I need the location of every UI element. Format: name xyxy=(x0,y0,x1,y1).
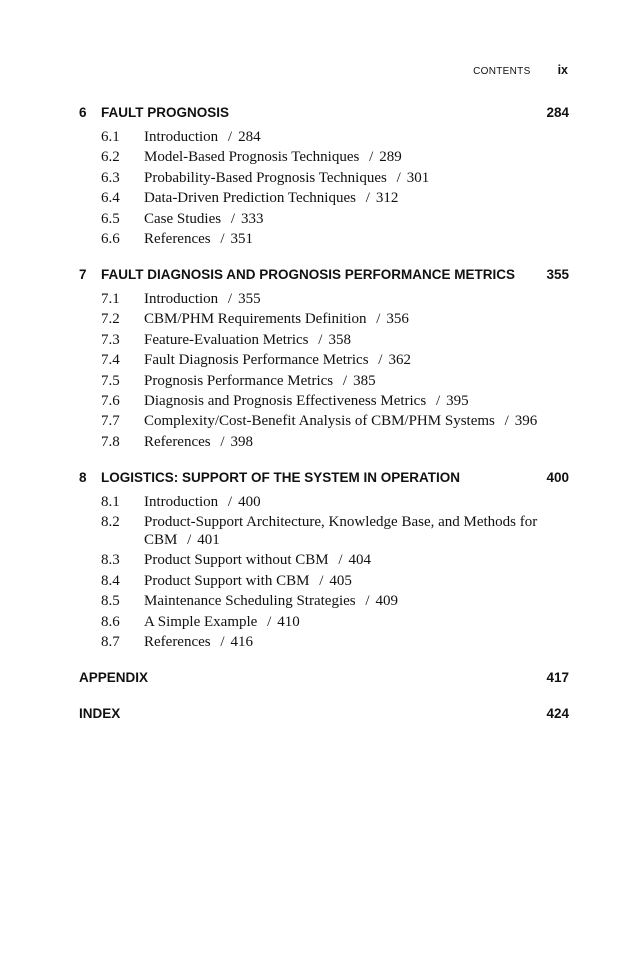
section-page-number: 410 xyxy=(277,613,300,630)
section-entry[interactable] xyxy=(79,331,569,349)
section-entry[interactable] xyxy=(79,230,569,248)
chapter-entry xyxy=(79,266,569,451)
section-entry[interactable] xyxy=(79,572,569,590)
section-number: 6.4 xyxy=(101,190,120,207)
chapter-page-number: 284 xyxy=(546,105,569,120)
section-page-number: 401 xyxy=(197,532,220,549)
section-text xyxy=(144,592,541,610)
section-page-number: 416 xyxy=(230,634,254,651)
section-number: 8.7 xyxy=(101,634,120,651)
page-separator: / xyxy=(369,149,374,166)
section-entry[interactable] xyxy=(79,372,569,390)
chapter-number: 8 xyxy=(79,469,87,485)
section-number: 7.2 xyxy=(101,311,120,328)
section-title: Product Support with CBM xyxy=(144,572,310,589)
back-matter-entry xyxy=(79,705,569,723)
page-separator: / xyxy=(267,613,272,630)
section-page-number: 333 xyxy=(241,210,264,227)
page-separator: / xyxy=(504,413,509,430)
page-separator: / xyxy=(365,593,370,610)
chapter-number: 6 xyxy=(79,105,87,120)
section-entry[interactable] xyxy=(79,148,569,166)
section-text xyxy=(144,128,541,146)
section-entry[interactable] xyxy=(79,551,569,569)
section-number: 8.6 xyxy=(101,613,120,630)
section-text xyxy=(144,392,541,410)
section-text xyxy=(144,230,541,248)
section-title: Data-Driven Prediction Techniques xyxy=(144,190,356,207)
page-separator: / xyxy=(230,210,236,227)
section-number: 8.1 xyxy=(101,493,120,510)
section-title: Diagnosis and Prognosis Effectiveness Metrics xyxy=(144,392,427,409)
running-head-page-number: ix xyxy=(557,63,568,77)
section-page-number: 385 xyxy=(353,372,376,389)
chapter-page-number: 355 xyxy=(546,266,569,282)
section-text xyxy=(144,613,541,631)
section-text xyxy=(144,633,541,651)
section-number: 7.4 xyxy=(101,352,120,369)
section-title: Introduction xyxy=(144,129,219,145)
section-title: References xyxy=(144,634,211,651)
section-list xyxy=(79,128,569,248)
section-title: Maintenance Scheduling Strategies xyxy=(144,593,356,610)
page-separator: / xyxy=(227,290,233,307)
section-page-number: 358 xyxy=(328,331,351,348)
chapter-entry xyxy=(79,104,569,248)
section-text xyxy=(144,372,541,390)
section-text xyxy=(144,551,541,569)
section-number: 8.3 xyxy=(101,552,120,569)
section-title: Product-Support Architecture, Knowledge Base, and Methods for CBM xyxy=(144,514,538,549)
back-matter-entry xyxy=(79,669,569,687)
section-text xyxy=(144,290,541,308)
section-entry[interactable] xyxy=(79,189,569,207)
section-number: 6.3 xyxy=(101,169,120,186)
page-separator: / xyxy=(220,433,225,450)
section-text xyxy=(144,210,541,228)
section-text xyxy=(144,169,541,187)
section-title: References xyxy=(144,230,211,247)
section-page-number: 362 xyxy=(388,352,411,369)
page-separator: / xyxy=(342,372,348,389)
section-number: 7.8 xyxy=(101,433,120,450)
section-entry[interactable] xyxy=(79,290,569,308)
page-separator: / xyxy=(319,572,324,589)
section-page-number: 355 xyxy=(238,290,261,307)
section-page-number: 409 xyxy=(375,593,399,610)
section-text xyxy=(144,412,541,430)
page-separator: / xyxy=(227,129,233,145)
section-page-number: 301 xyxy=(406,169,430,186)
section-text xyxy=(144,493,541,511)
section-title: Introduction xyxy=(144,493,219,510)
section-number: 7.7 xyxy=(101,413,120,430)
back-matter-title: APPENDIX xyxy=(79,670,149,686)
section-entry[interactable] xyxy=(79,412,569,430)
back-matter-heading[interactable] xyxy=(79,669,569,687)
section-entry[interactable] xyxy=(79,128,569,146)
page-separator: / xyxy=(378,352,383,369)
running-head xyxy=(473,63,568,77)
chapter-heading[interactable] xyxy=(79,104,569,122)
section-page-number: 356 xyxy=(386,311,409,328)
page-separator: / xyxy=(435,392,441,409)
section-text xyxy=(144,148,541,166)
section-number: 7.6 xyxy=(101,392,120,409)
page-separator: / xyxy=(365,190,370,207)
section-entry[interactable] xyxy=(79,210,569,228)
page-separator: / xyxy=(376,311,381,328)
section-number: 7.5 xyxy=(101,372,120,389)
chapter-title: LOGISTICS: SUPPORT OF THE SYSTEM IN OPERATION xyxy=(101,469,461,485)
section-title: Model-Based Prognosis Techniques xyxy=(144,149,360,166)
section-title: Product Support without CBM xyxy=(144,552,329,569)
section-number: 6.6 xyxy=(101,230,120,247)
section-number: 6.5 xyxy=(101,210,120,227)
chapter-title: FAULT DIAGNOSIS AND PROGNOSIS PERFORMANCE METRICS xyxy=(101,266,516,282)
section-text xyxy=(144,572,541,590)
back-matter-heading[interactable] xyxy=(79,705,569,723)
section-number: 6.1 xyxy=(101,129,120,145)
section-list xyxy=(79,290,569,451)
section-title: Probability-Based Prognosis Techniques xyxy=(144,169,387,186)
section-page-number: 396 xyxy=(514,413,538,430)
section-number: 8.2 xyxy=(101,514,120,531)
section-number: 6.2 xyxy=(101,149,120,166)
running-head-label: CONTENTS xyxy=(473,66,531,77)
section-page-number: 404 xyxy=(348,552,372,569)
page-separator: / xyxy=(220,230,225,247)
section-entry[interactable] xyxy=(79,392,569,410)
section-text xyxy=(144,433,541,451)
back-matter-page-number: 424 xyxy=(546,706,569,722)
section-entry[interactable] xyxy=(79,633,569,651)
section-page-number: 400 xyxy=(238,493,261,510)
section-title: A Simple Example xyxy=(144,613,258,630)
section-number: 8.4 xyxy=(101,572,120,589)
section-page-number: 312 xyxy=(375,190,399,207)
page-separator: / xyxy=(396,169,401,186)
section-entry[interactable] xyxy=(79,433,569,451)
section-entry[interactable] xyxy=(79,592,569,610)
section-entry[interactable] xyxy=(79,169,569,187)
section-text xyxy=(144,189,541,207)
section-list xyxy=(79,493,569,651)
back-matter-page-number: 417 xyxy=(546,670,569,686)
section-page-number: 395 xyxy=(446,392,469,409)
section-page-number: 289 xyxy=(379,149,402,166)
section-text xyxy=(144,513,541,549)
chapter-heading[interactable] xyxy=(79,266,569,284)
section-entry[interactable] xyxy=(79,493,569,511)
chapter-title: FAULT PROGNOSIS xyxy=(101,105,230,120)
section-page-number: 351 xyxy=(230,230,254,247)
section-page-number: 405 xyxy=(329,572,352,589)
section-title: Case Studies xyxy=(144,210,222,227)
section-title: Introduction xyxy=(144,290,219,307)
section-text xyxy=(144,351,541,369)
back-matter-title: INDEX xyxy=(79,706,121,722)
section-title: Feature-Evaluation Metrics xyxy=(144,331,309,348)
section-number: 8.5 xyxy=(101,593,120,610)
section-entry[interactable] xyxy=(79,513,569,549)
section-page-number: 398 xyxy=(230,433,254,450)
section-number: 7.3 xyxy=(101,331,120,348)
section-title: References xyxy=(144,433,211,450)
page-separator: / xyxy=(318,331,323,348)
section-title: CBM/PHM Requirements Definition xyxy=(144,311,367,328)
section-text xyxy=(144,310,541,328)
page-separator: / xyxy=(338,552,343,569)
section-title: Fault Diagnosis Performance Metrics xyxy=(144,352,369,369)
chapter-entry xyxy=(79,469,569,651)
chapter-page-number: 400 xyxy=(546,469,569,485)
section-page-number: 284 xyxy=(238,129,261,145)
section-number: 7.1 xyxy=(101,290,120,307)
chapter-number: 7 xyxy=(79,266,87,282)
section-title: Complexity/Cost-Benefit Analysis of CBM/PHM Systems xyxy=(144,413,495,430)
table-of-contents xyxy=(79,104,569,741)
section-entry[interactable] xyxy=(79,310,569,328)
section-text xyxy=(144,331,541,349)
page-separator: / xyxy=(227,493,233,510)
section-title: Prognosis Performance Metrics xyxy=(144,372,334,389)
page-separator: / xyxy=(187,532,192,549)
section-entry[interactable] xyxy=(79,351,569,369)
page-separator: / xyxy=(220,634,225,651)
chapter-heading[interactable] xyxy=(79,469,569,487)
section-entry[interactable] xyxy=(79,613,569,631)
